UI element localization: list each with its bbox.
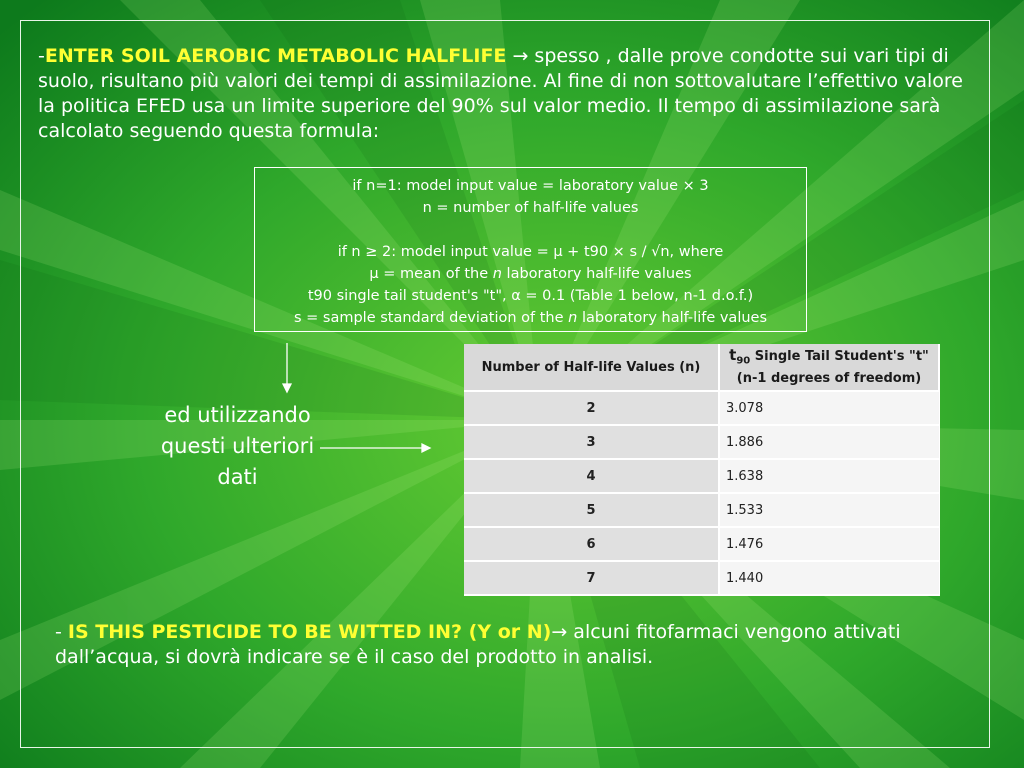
- intro-text: spesso , dalle prove condotte sui vari tipi di suolo, risultano più valori dei tempi di assimilazione. Al fine di non sottovalutare l’effettivo valore la politica EFED usa un limite superiore del 90% sul valor medio. Il tempo di assimilazione sarà calcolato seguendo questa formula:: [38, 45, 963, 142]
- formula-line-4: [255, 263, 806, 285]
- cell-n: 2: [464, 391, 719, 425]
- intro-dash: -: [38, 45, 45, 67]
- formula-spacer: [255, 219, 806, 241]
- formula-line-5: t90 single tail student's "t", α = 0.1 (Table 1 below, n-1 d.o.f.): [307, 288, 754, 304]
- intro-paragraph: [38, 44, 983, 144]
- formula-line-3: if n ≥ 2: model input value = μ + t90 × s / √n, where: [337, 244, 724, 260]
- cell-t90: 1.533: [719, 493, 939, 527]
- header-t90-dof: (n-1 degrees of freedom): [736, 370, 922, 386]
- table-row: [464, 527, 939, 561]
- cell-n: 7: [464, 561, 719, 595]
- header-half-life-count: Number of Half-life Values (n): [464, 344, 719, 391]
- formula-line-4-a: μ = mean of the: [369, 266, 493, 282]
- formula-line-6: [255, 307, 806, 329]
- formula-line-4-n: n: [492, 266, 502, 282]
- intro-highlight: ENTER SOIL AEROBIC METABOLIC HALFLIFE: [44, 45, 507, 67]
- question-paragraph: [55, 620, 955, 670]
- header-t90-t: t: [729, 346, 737, 365]
- formula-line-2: n = number of half-life values: [422, 200, 639, 216]
- formula-line-4-b: laboratory half-life values: [501, 266, 692, 282]
- table-row: [464, 391, 939, 425]
- cell-n: 4: [464, 459, 719, 493]
- formula-line-1: if n=1: model input value = laboratory value × 3: [352, 178, 709, 194]
- table-row: [464, 493, 939, 527]
- question-highlight: IS THIS PESTICIDE TO BE WITTED IN? (Y or N): [67, 621, 552, 643]
- header-t90-sub: 90: [736, 355, 751, 367]
- table-row: [464, 425, 939, 459]
- cell-n: 3: [464, 425, 719, 459]
- cell-t90: 1.476: [719, 527, 939, 561]
- formula-box: [254, 167, 807, 332]
- cell-n: 6: [464, 527, 719, 561]
- header-t90: [719, 344, 939, 391]
- formula-line-6-b: laboratory half-life values: [577, 310, 768, 326]
- cell-t90: 1.638: [719, 459, 939, 493]
- cell-n: 5: [464, 493, 719, 527]
- cell-t90: 1.886: [719, 425, 939, 459]
- t90-table: [464, 344, 940, 596]
- table-header-row: [464, 344, 939, 391]
- right-arrow-icon: →: [512, 45, 529, 67]
- formula-line-6-n: n: [568, 310, 578, 326]
- note-text: ed utilizzando questi ulteriori dati: [160, 403, 315, 489]
- question-text: alcuni fitofarmaci vengono attivati dall’acqua, si dovrà indicare se è il caso del prodotto in analisi.: [55, 621, 901, 668]
- right-arrow-icon: →: [551, 621, 568, 643]
- formula-line-6-a: s = sample standard deviation of the: [293, 310, 569, 326]
- table-row: [464, 561, 939, 595]
- header-t90-title: Single Tail Student's "t": [750, 349, 929, 365]
- cell-t90: 3.078: [719, 391, 939, 425]
- question-dash: -: [55, 621, 68, 643]
- table-row: [464, 459, 939, 493]
- cell-t90: 1.440: [719, 561, 939, 595]
